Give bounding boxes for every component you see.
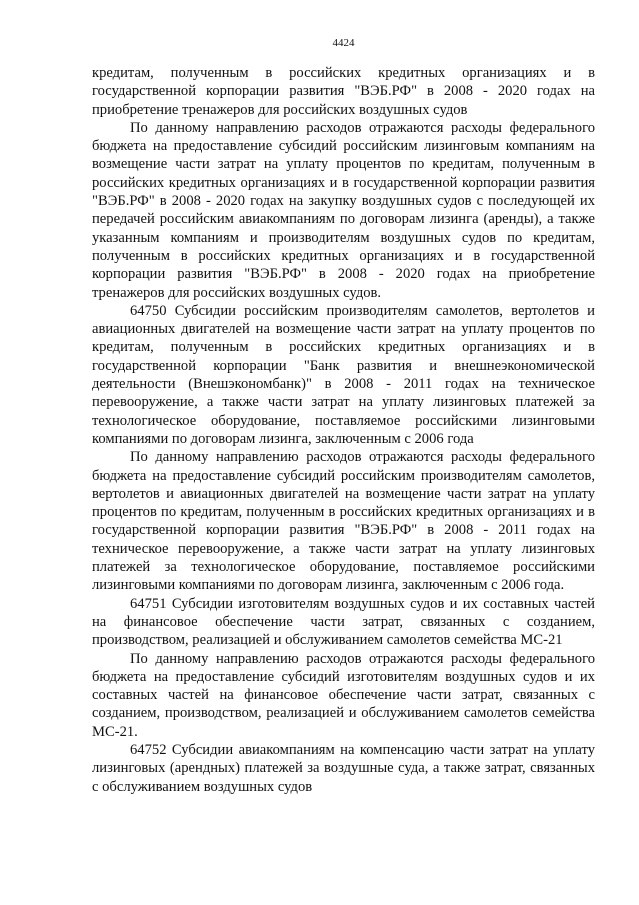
paragraph-description: По данному направлению расходов отражаются расходы федерального бюджета на предоставление субсидий изготовителям воздушных судов и их составных частей на финансовое обеспечение части затрат, связанных с созданием, производством, реализацией и обслуживанием самолетов семейства МС-21. — [92, 650, 595, 740]
paragraph-description: По данному направлению расходов отражаются расходы федерального бюджета на предоставление субсидий российским лизинговым компаниям на возмещение части затрат на уплату процентов по кредитам, полученным в российских кредитных организациях и в государственной корпорации развития "ВЭБ.РФ" в 2008 - 2020 годах на закупку воздушных судов с последующей их передачей российским авиакомпаниям по договорам лизинга (аренды), а также указанным компаниям и производителям воздушных судов по кредитам, полученным в российских кредитных организациях и в государственной корпорации развития "ВЭБ.РФ" в 2008 - 2020 годах на приобретение тренажеров для российских воздушных судов. — [92, 119, 595, 301]
paragraph-description: По данному направлению расходов отражаются расходы федерального бюджета на предоставление субсидий российским производителям самолетов, вертолетов и авиационных двигателей на возмещение части затрат на уплату процентов по кредитам, полученным в российских кредитных организациях и в государственной корпорации развития "ВЭБ.РФ" в 2008 - 2011 годах на техническое перевооружение, а также части затрат на уплату лизинговых платежей за технологическое оборудование, поставляемое российскими лизинговыми компаниями по договорам лизинга, заключенным с 2006 года. — [92, 449, 595, 594]
paragraph-item-64752: 64752 Субсидии авиакомпаниям на компенсацию части затрат на уплату лизинговых (арендных) платежей за воздушные суда, а также затрат, связанных с обслуживанием воздушных судов — [92, 741, 595, 795]
page-number: 4424 — [332, 37, 355, 49]
paragraph-item-64751: 64751 Субсидии изготовителям воздушных судов и их составных частей на финансовое обеспечение части затрат, связанных с созданием, производством, реализацией и обслуживанием самолетов семейства МС-21 — [92, 595, 595, 649]
document-body — [92, 64, 595, 796]
paragraph-continuation: кредитам, полученным в российских кредитных организациях и в государственной корпорации развития "ВЭБ.РФ" в 2008 - 2020 годах на приобретение тренажеров для российских воздушных судов — [92, 65, 595, 118]
paragraph-item-64750: 64750 Субсидии российским производителям самолетов, вертолетов и авиационных двигателей на возмещение части затрат на уплату процентов по кредитам, полученным в российских кредитных организациях и в государственной корпорации "Банк развития и внешнеэкономической деятельности (Внешэкономбанк)" в 2008 - 2011 годах на техническое перевооружение, а также части затрат на уплату лизинговых платежей за технологическое оборудование, поставляемое российскими лизинговыми компаниями по договорам лизинга, заключенным с 2006 года — [92, 302, 595, 447]
